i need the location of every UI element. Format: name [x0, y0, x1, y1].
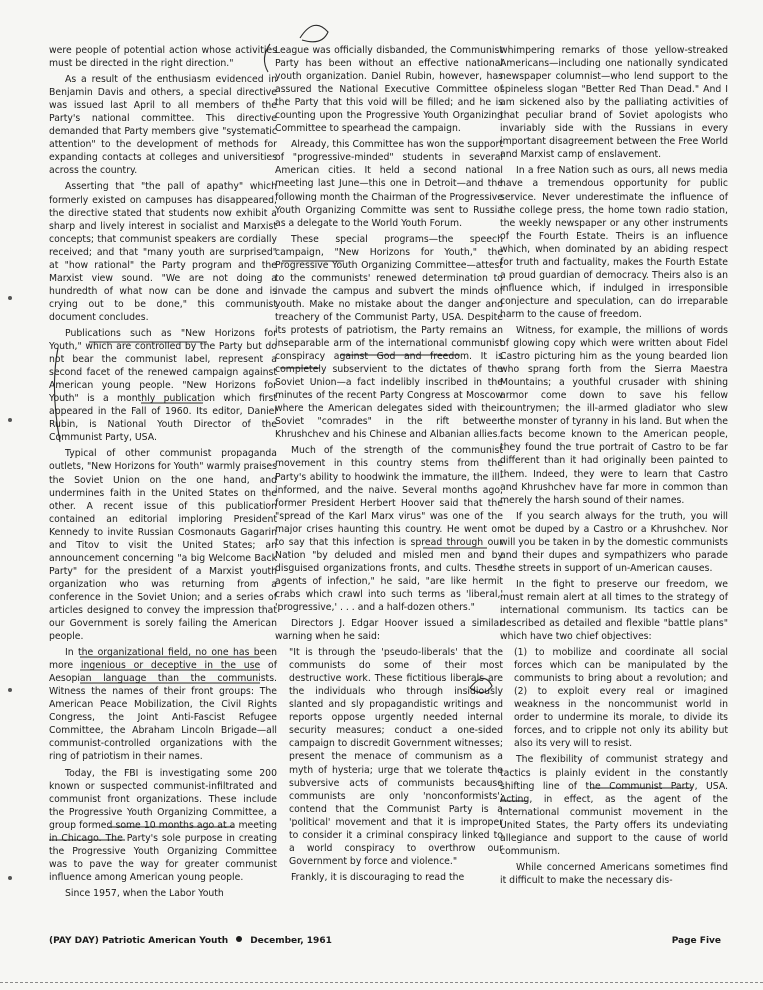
paragraph: Today, the FBI is investigating some 200 known or suspected communist-infiltrated and communist front organizations. These include the Progressive Youth Organizing Committee, a group formed some 10 months ago at a meeting in Chicago. The Party's sole purpose in creating the Progressive Youth Organizing Committee was to pave the way for greater communist influence among American young people.	[49, 767, 277, 883]
paragraph: Typical of other communist propaganda outlets, "New Horizons for Youth" warmly praises the Soviet Union on the one hand, and undermines faith in the United States on the other. A recent issue of this publication contained an editorial imploring President Kennedy to invite Russian Cosmonauts Gagarin and Titov to visit the United States; an announcement concerning "a big Welcome Back Party" for the president of a Marxist youth organization who was returning from a conference in the Soviet Union; and a series of articles designed to convey the impression that our Government is sorely failing the American people.	[49, 448, 277, 643]
paragraph: In the fight to preserve our freedom, we must remain alert at all times to the strategy of international communism. Its tactics can be described as detailed and flexible "battle plans" which have two chief objectives:	[500, 578, 728, 643]
paragraph: In the organizational field, no one has been more ingenious or deceptive in the use of Aesopian language than the communists. Witness the names of their front groups: The American Peace Mobilization, the Civil Rights Congress, the Joint Anti-Fascist Refugee Committee, the Abraham Lincoln Brigade—all communist-controlled organizations with the ring of patriotism in their names.	[49, 647, 277, 763]
paragraph: League was officially disbanded, the Communist Party has been without an effective national youth organization. Daniel Rubin, however, has assured the National Executive Committee of the Party that this void will be filled; and he is counting upon the Progressive Youth Organizing Committee to spearhead the campaign.	[275, 45, 503, 135]
page-number: Page Five	[671, 936, 721, 946]
margin-dot	[8, 688, 12, 692]
paragraph: These special programs—the speech campaign, "New Horizons for Youth," the Progressive Youth Organizing Committee—attest to the communists' renewed determination to invade the campus and subvert the minds of youth. Make no mistake about the danger and treachery of the Communist Party, USA. Despite its protests of patriotism, the Party remains an inseparable arm of the international communist conspiracy against God and freedom. It is completely subservient to the dictates of the Soviet Union—a fact indelibly inscribed in the minutes of the recent Party Congress at Moscow where the American delegates sided with their Soviet "comrades" in the rift between Khrushchev and his Chinese and Albanian allies.	[275, 233, 503, 441]
margin-dot	[8, 876, 12, 880]
circled-mark	[300, 25, 328, 42]
numbered-objectives: (1) to mobilize and coordinate all social forces which can be manipulated by the communists to bring about a revolution; and (2) to exploit every real or imagined weakness in the noncommunist world in order to undermine its morale, to divide its forces, and to cripple not only its ability but also its very will to resist.	[514, 647, 728, 750]
bullet-icon	[236, 936, 242, 942]
paragraph: In a free Nation such as ours, all news media have a tremendous opportunity for public service. Never underestimate the influence of the college press, the home town radio station, the weekly newspaper or any other instruments of the Fourth Estate. Theirs is an influence which, when dominated by an abiding respect for truth and factuality, makes the Fourth Estate a proud guardian of democracy. Theirs also is an influence which, if indulged in irresponsible conjecture and speculation, can do irreparable harm to the cause of freedom.	[500, 165, 728, 320]
paragraph: The flexibility of communist strategy and tactics is plainly evident in the constantly shifting line of the Communist Party, USA. Acting, in effect, as the agent of the international communist movement in the United States, the Party offers its undeviating allegiance and support to the cause of world communism.	[500, 754, 728, 857]
margin-dot	[8, 296, 12, 300]
paragraph: whimpering remarks of those yellow-streaked Americans—including one nationally syndicated newspaper columnist—who lend support to the spineless slogan "Better Red Than Dead." And I am sickened also by the palliating activities of that peculiar brand of Soviet apologists who invariably side with the Russians in every important disagreement between the Free World and Marxist camp of enslavement.	[500, 45, 728, 161]
issue-date: December, 1961	[250, 936, 332, 946]
paragraph: Asserting that "the pall of apathy" which formerly existed on campuses has disappeared, the directive stated that students now exhibit a sharp and lively interest in socialist and Marxist concepts; that communist speakers are cordially received; and that "many youth are surprised" at "how rational" the Party program and the Marxist view sound. "We are not doing a hundredth of what now can be done and is crying out to be done," this communist document concludes.	[49, 181, 277, 323]
text-column-3	[500, 44, 728, 890]
paragraph: Since 1957, when the Labor Youth	[65, 887, 224, 899]
publication-title: (PAY DAY) Patriotic American Youth	[49, 936, 229, 946]
perforation-line	[0, 982, 763, 983]
paragraph: If you search always for the truth, you will not be duped by a Castro or a Khrushchev. Nor will you be taken in by the domestic communists and their dupes and sympathizers who parade the streets in support of un-American causes.	[500, 510, 729, 574]
paragraph: were people of potential action whose activities must be directed in the right direction."	[49, 45, 277, 70]
text-column-2	[275, 44, 503, 887]
paragraph: While concerned Americans sometimes find it difficult to make the necessary dis-	[500, 861, 728, 886]
block-quote: "It is through the 'pseudo-liberals' that the communists do some of their most destructive work. These fictitious liberals are the individuals who through insidiously slanted and sly propagandistic writings and reports oppose urgently needed internal security measures; conduct a one-sided campaign to discredit Government witnesses; present the menace of communism as a myth of hysteria; urge that we tolerate the subversive acts of communists because communists are only 'nonconformists'; contend that the Communist Party is a 'political' movement and that it is improper to consider it a criminal conspiracy linked to a world conspiracy to overthrow our Government by force and violence."	[289, 647, 503, 867]
paragraph: Witness, for example, the millions of words of glowing copy which were written about Fidel Castro picturing him as the young bearded lion who sprang forth from the Sierra Maestra Mountains; a youthful crusader with shining armor come down to save his fellow countrymen; the ill-armed gladiator who slew the monster of tyranny in his land. But when the facts become known to the American people, they found the true portrait of Castro to be far different than it had originally been painted to them. Indeed, they were to learn that Castro and Khrushchev have far more in common than merely the harsh sound of their names.	[500, 324, 728, 506]
paragraph: Frankly, it is discouraging to read the	[291, 871, 465, 883]
paragraph: Already, this Committee has won the support of "progressive-minded" students in several American cities. It held a second national meeting last June—this one in Detroit—and the following month the Chairman of the Progressive Youth Organizing Committe was sent to Russia as a delegate to the World Youth Forum.	[275, 139, 503, 229]
paragraph: Publications such as "New Horizons for Youth," which are controlled by the Party but do not bear the communist label, represent a second facet of the renewed campaign against American young people. "New Horizons for Youth" is a monthly publication which first appeared in the Fall of 1960. Its editor, Daniel Rubin, is National Youth Director of the Communist Party, USA.	[49, 327, 277, 444]
page-footer	[49, 936, 721, 950]
text-column-1	[49, 44, 277, 903]
paragraph: As a result of the enthusiasm evidenced in Benjamin Davis and others, a special directive was issued last April to all members of the Party's national committee. This directive demanded that Party members give "systematic attention" to the development of methods for expanding contacts at colleges and universities across the country.	[49, 74, 277, 177]
margin-dot	[8, 418, 12, 422]
paragraph: Much of the strength of the communist movement in this country stems from the Party's ability to hoodwink the immature, the ill-informed, and the naive. Several months ago, former President Herbert Hoover said that the "spread of the Karl Marx virus" was one of the major crises haunting this country. He went on to say that this infection is spread through our Nation "by deluded and misled men and by disguised organizations fronts, and cults. These agents of infection," he said, "are like hermit crabs which crawl into such terms as 'liberal,' 'progressive,' . . . and a half-dozen others."	[275, 445, 503, 613]
paragraph: Directors J. Edgar Hoover issued a similar warning when he said:	[275, 618, 503, 643]
